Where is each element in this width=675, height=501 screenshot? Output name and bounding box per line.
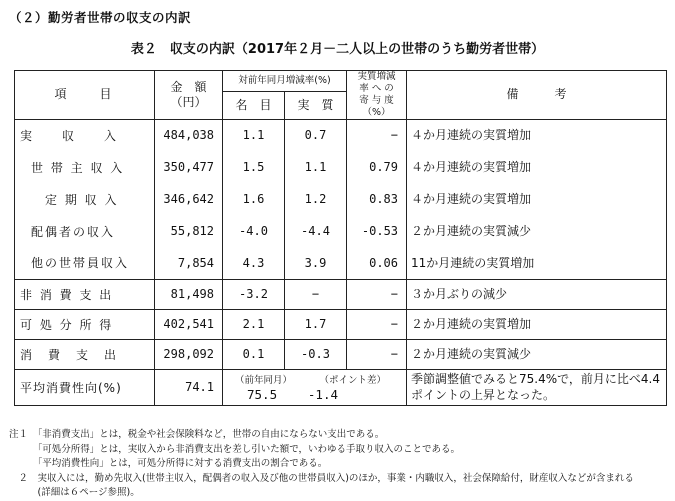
row-item: 非 消 費 支 出 [15,279,155,309]
table-row [15,215,667,247]
row-real: -4.4 [285,215,347,247]
row-real: − [285,279,347,309]
row-real: 0.7 [285,119,347,151]
row-amount: 402,541 [155,309,223,339]
table-row [15,247,667,279]
table-row [15,119,667,151]
footnote: (詳細は６ページ参照)。 [9,487,140,498]
table-row [15,151,667,183]
row-real: 1.1 [285,151,347,183]
row-contribution: − [347,339,407,369]
table-row [15,183,667,215]
row-contribution: 0.79 [347,151,407,183]
row-remarks: ２か月連続の実質減少 [407,215,667,247]
row-amount: 7,854 [155,247,223,279]
row-real: -0.3 [285,339,347,369]
table-caption: 表２ 収支の内訳（2017年２月－二人以上の世帯のうち勤労者世帯） [130,42,545,57]
row-amount: 484,038 [155,119,223,151]
row-contribution: − [347,309,407,339]
row-amount: 55,812 [155,215,223,247]
row-real: 3.9 [285,247,347,279]
footnotes [9,428,634,501]
row-item: 可 処 分 所 得 [15,309,155,339]
row-item: 他の世帯員収入 [15,247,155,279]
row-remarks: 11か月連続の実質増加 [407,247,667,279]
row-item: 消 費 支 出 [15,339,155,369]
diff-label: （ポイント差） [319,375,387,386]
propensity-item: 平均消費性向(%) [15,369,155,405]
row-real: 1.2 [285,183,347,215]
row-contribution: − [347,279,407,309]
footnote: 「平均消費性向」とは，可処分所得に対する消費支出の割合である。 [9,458,328,469]
row-nominal: -3.2 [223,279,285,309]
header-contribution: 実質増減 率 へ の 寄 与 度 （%） [347,71,407,120]
row-remarks: ４か月連続の実質増加 [407,183,667,215]
header-real: 実 質 [285,92,347,119]
prev-value: 75.5 [247,387,278,402]
header-amount: 金 額 （円） [155,71,223,120]
row-nominal: 4.3 [223,247,285,279]
table-row [15,279,667,309]
header-remarks: 備 考 [407,71,667,120]
row-item: 定 期 収 入 [15,183,155,215]
row-remarks: ４か月連続の実質増加 [407,119,667,151]
row-contribution: -0.53 [347,215,407,247]
section-title: （２）勤労者世帯の収支の内訳 [9,10,192,25]
row-remarks: ２か月連続の実質増加 [407,309,667,339]
row-contribution: 0.83 [347,183,407,215]
row-remarks: ３か月ぶりの減少 [407,279,667,309]
row-nominal: -4.0 [223,215,285,247]
header-nominal: 名 目 [223,92,285,119]
row-remarks: ２か月連続の実質減少 [407,339,667,369]
footnote: ２ 実収入には，勤め先収入(世帯主収入，配偶者の収入及び他の世帯員収入)のほか，事業・内職収入，社会保障給付，財産収入などが含まれる [9,472,634,484]
row-item: 配偶者の収入 [15,215,155,247]
row-contribution: − [347,119,407,151]
header-yoy: 対前年同月増減率(%) [223,71,347,92]
row-amount: 81,498 [155,279,223,309]
row-amount: 350,477 [155,151,223,183]
row-nominal: 2.1 [223,309,285,339]
row-remarks: ４か月連続の実質増加 [407,151,667,183]
propensity-row [15,369,667,405]
row-item: 世 帯 主 収 入 [15,151,155,183]
header-item: 項 目 [15,71,155,120]
row-contribution: 0.06 [347,247,407,279]
table-row [15,339,667,369]
row-nominal: 0.1 [223,339,285,369]
table-row [15,309,667,339]
footnote: 注１ 「非消費支出」とは，税金や社会保険料など，世帯の自由にならない支出である。 [9,429,385,440]
row-amount: 346,642 [155,183,223,215]
diff-value: -1.4 [307,387,339,402]
prev-label: （前年同月） [235,375,293,386]
propensity-remarks: 季節調整値でみると75.4%で，前月に比べ4.4ポイントの上昇となった。 [407,369,667,405]
income-expenditure-table [14,70,667,406]
propensity-value: 74.1 [155,369,223,405]
row-nominal: 1.6 [223,183,285,215]
row-real: 1.7 [285,309,347,339]
row-item: 実 収 入 [15,119,155,151]
footnote: 「可処分所得」とは，実収入から非消費支出を差し引いた額で，いわゆる手取り収入のことである。 [9,443,461,455]
row-nominal: 1.5 [223,151,285,183]
propensity-comparison [223,369,407,405]
row-amount: 298,092 [155,339,223,369]
row-nominal: 1.1 [223,119,285,151]
